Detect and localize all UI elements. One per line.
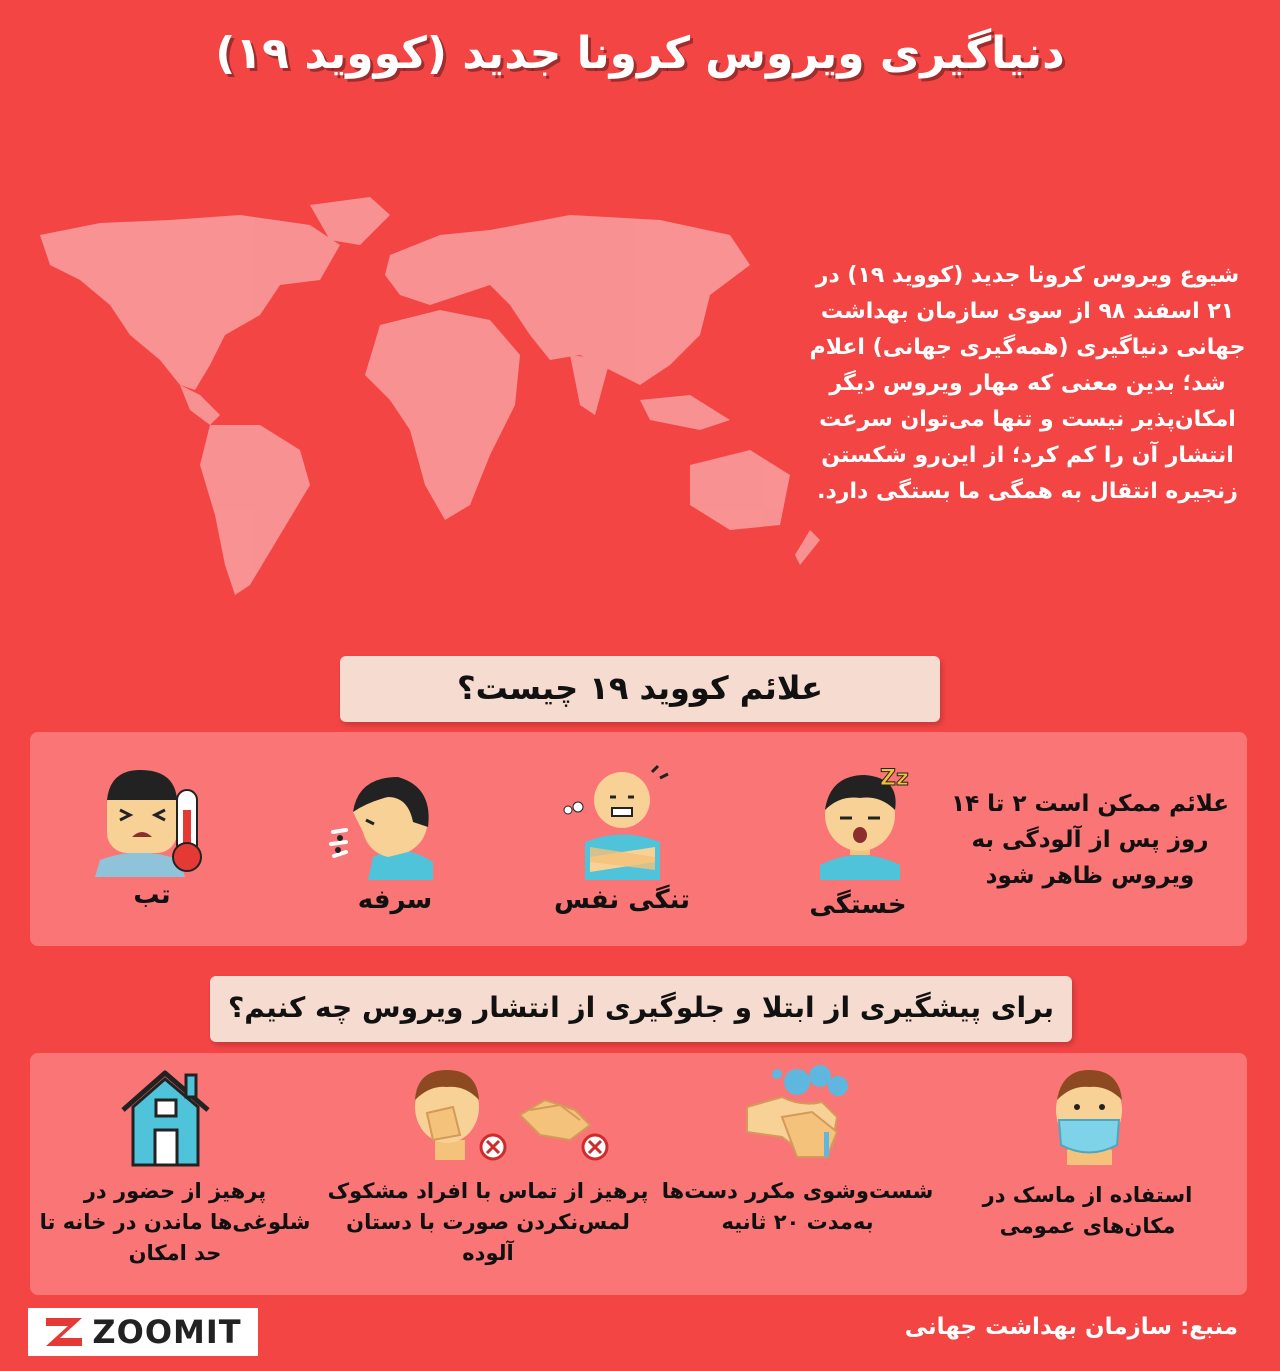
- symptom-label-fever: تب: [133, 880, 171, 910]
- svg-text:Zz: Zz: [880, 766, 909, 791]
- tired-person-icon: [805, 760, 920, 880]
- symptom-onset-text: علائم ممکن است ۲ تا ۱۴ روز پس از آلودگی به ویروس ظاهر شود: [951, 791, 1229, 889]
- zoomit-logo: [28, 1308, 258, 1356]
- stay-home-icon: [118, 1065, 213, 1167]
- hand-washing-icon: [742, 1062, 862, 1167]
- prevention-label-mask: استفاده از ماسک در مکان‌های عمومی: [982, 1183, 1193, 1238]
- source-credit: منبع: سازمان بهداشت جهانی: [904, 1314, 1238, 1340]
- prevention-label-no-contact: پرهیز از تماس با افراد مشکوک لمس‌نکردن صورت با دستان آلوده: [327, 1179, 649, 1265]
- shortness-of-breath-icon: [560, 762, 685, 880]
- world-map-icon: [10, 185, 830, 605]
- fever-thermometer-icon: [95, 765, 210, 877]
- logo-text: ZOOMIT: [92, 1313, 242, 1351]
- prevention-label-stay-home: پرهیز از حضور در شلوغی‌ها ماندن در خانه تا حد امکان: [39, 1179, 311, 1265]
- no-touch-no-handshake-icon: [405, 1065, 620, 1165]
- symptom-label-cough: سرفه: [357, 885, 433, 915]
- cough-icon: [328, 772, 438, 880]
- symptom-label-tiredness: خستگی: [809, 890, 907, 920]
- prevention-label-handwashing: شست‌وشوی مکرر دست‌ها به‌مدت ۲۰ ثانیه: [661, 1179, 934, 1234]
- prevention-heading: برای پیشگیری از ابتلا و جلوگیری از انتشار ویروس چه کنیم؟: [210, 976, 1072, 1042]
- page-title: دنیاگیری ویروس کرونا جدید (کووید ۱۹): [215, 28, 1065, 79]
- intro-text: شیوع ویروس کرونا جدید (کووید ۱۹) در ۲۱ اسفند ۹۸ از سوی سازمان بهداشت جهانی دنیاگیری (همه‌گیری جهانی) اعلام شد؛ بدین معنی که مهار ویروس دیگر امکان‌پذیر نیست و تنها می‌توان سرعت انتشار آن را کم کرد؛ از این‌رو شکستن زنجیره انتقال به همگی ما بستگی دارد.: [809, 263, 1246, 504]
- face-mask-icon: [1047, 1065, 1132, 1165]
- symptom-label-shortness-of-breath: تنگی نفس: [553, 885, 691, 915]
- symptoms-heading: علائم کووید ۱۹ چیست؟: [340, 656, 940, 722]
- zoomit-logo-icon: [44, 1315, 84, 1349]
